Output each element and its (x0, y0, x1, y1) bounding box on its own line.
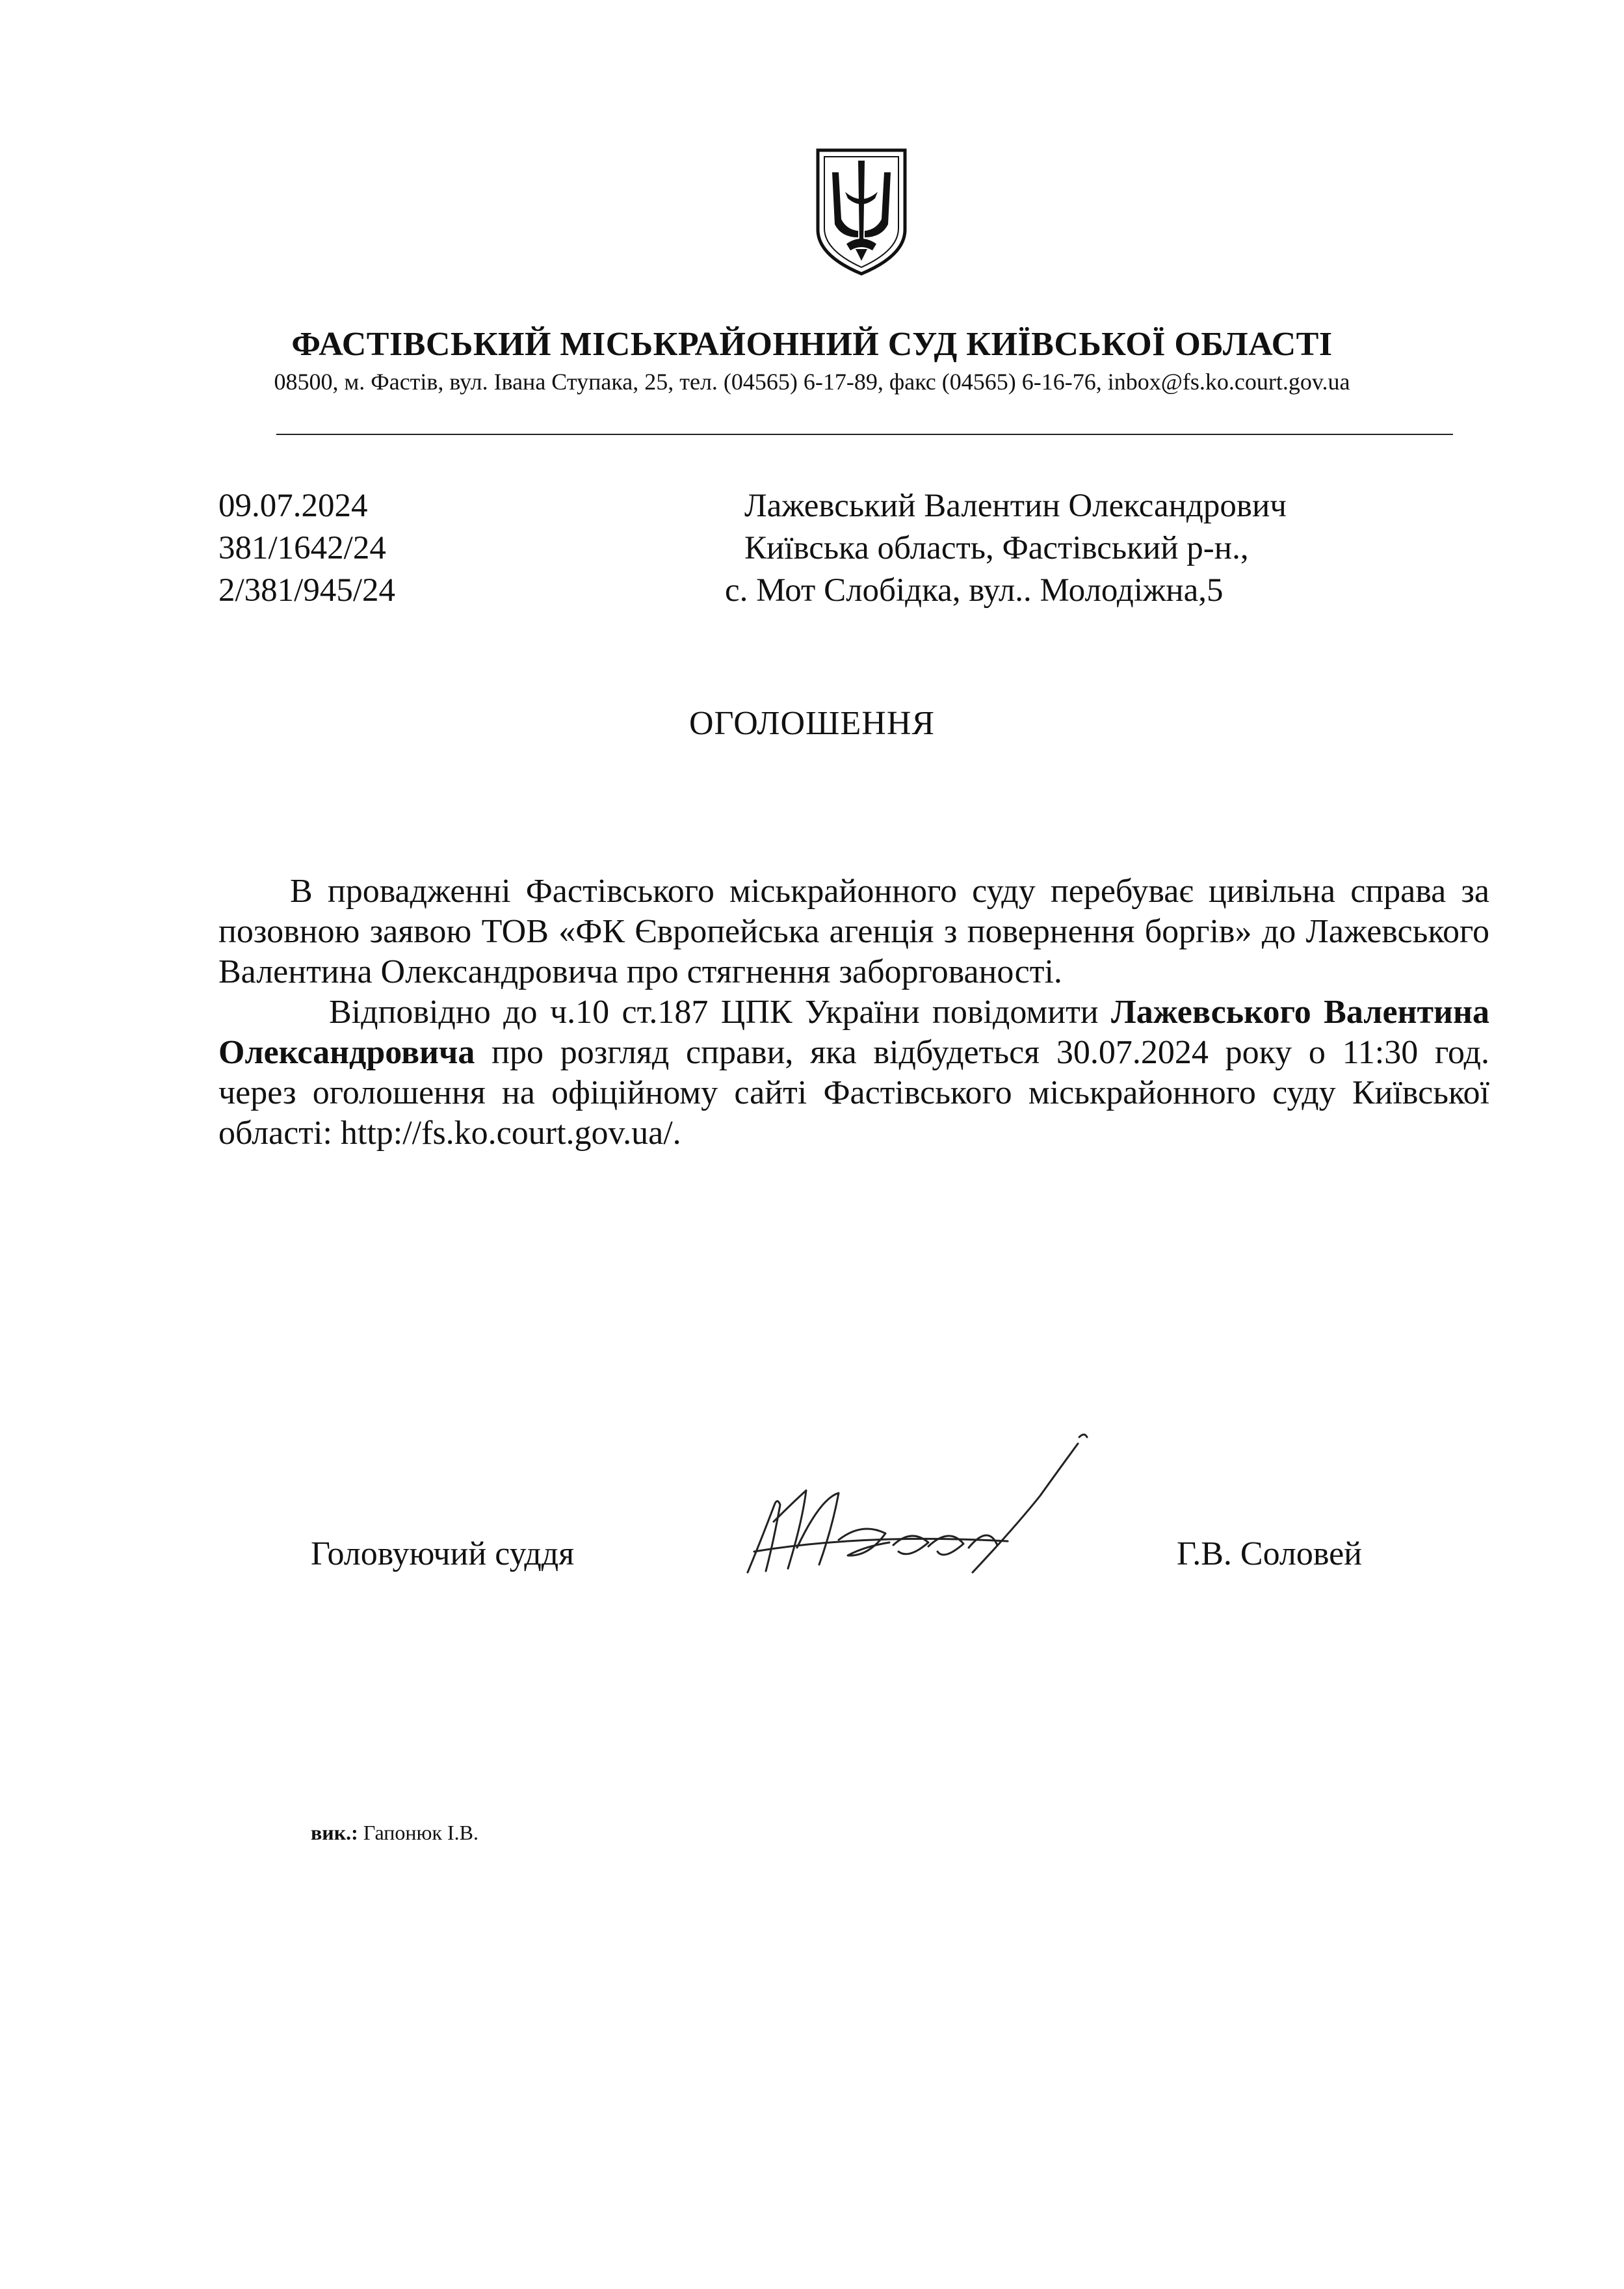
header-divider (276, 434, 1453, 435)
defendant-name-bold: Лажевського Валентина Олександровича (218, 994, 1489, 1071)
paragraph-2-start: Відповідно до ч.10 ст.187 ЦПК України повідомити (329, 994, 1112, 1031)
body-paragraph-2 (218, 992, 1489, 1154)
registration-number: 381/1642/24 (218, 530, 386, 566)
court-name-heading: ФАСТІВСЬКИЙ МІСЬКРАЙОННИЙ СУД КИЇВСЬКОЇ ОБЛАСТІ (291, 326, 1333, 363)
court-address-line: 08500, м. Фастів, вул. Івана Ступака, 25, тел. (04565) 6-17-89, факс (04565) 6-16-76, inbox@fs.ko.court.gov.ua (274, 369, 1350, 395)
document-title: ОГОЛОШЕННЯ (688, 705, 936, 742)
document-date: 09.07.2024 (218, 488, 368, 524)
paragraph-2-end: про розгляд справи, яка відбудеться 30.07.2024 року о 11:30 год. через оголошення на офіційному сайті Фастівського міськрайонного суду Київської області: http://fs.ko.court.gov.ua/. (218, 1034, 1489, 1152)
signer-name: Г.В. Соловей (1177, 1535, 1362, 1572)
recipient-address-line1: Київська область, Фастівський р-н., (744, 530, 1249, 566)
recipient-name: Лажевський Валентин Олександрович (744, 488, 1287, 524)
signer-role: Головуючий суддя (311, 1535, 575, 1572)
announcement-body (218, 871, 1489, 1154)
case-number: 2/381/945/24 (218, 572, 396, 609)
trident-coat-of-arms-icon (813, 146, 910, 276)
executor-label: вик.: (311, 1821, 358, 1844)
recipient-address-line2: с. Мот Слобідка, вул.. Молодіжна,5 (725, 572, 1224, 609)
executor-name: Гапонюк І.В. (363, 1821, 478, 1844)
executor-line (311, 1821, 478, 1845)
body-paragraph-1: В провадженні Фастівського міськрайонного суду перебуває цивільна справа за позовною заявою ТОВ «ФК Європейська агенція з повернення боргів» до Лажевського Валентина Олександровича про стягнення заборгованості. (218, 873, 1489, 990)
handwritten-signature (735, 1418, 1099, 1593)
